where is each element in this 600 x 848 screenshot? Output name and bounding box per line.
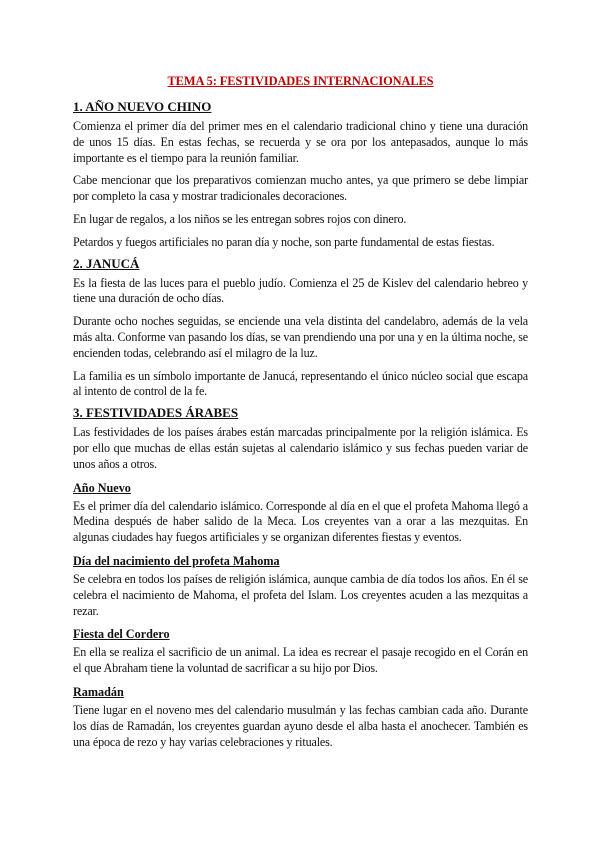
paragraph: Es el primer día del calendario islámico. Corresponde al día en el que el profeta Mahoma llegó a Medina después de haber salido de la Meca. Los creyentes van a orar a las mezquitas. En algunas ciudades hay fuegos artificiales y se organizan diferentes fiestas y eventos.: [73, 498, 528, 545]
paragraph: En ella se realiza el sacrificio de un animal. La idea es recrear el pasaje recogido en el Corán en el que Abraham tiene la voluntad de sacrificar a su hijo por Dios.: [73, 645, 528, 676]
paragraph: Tiene lugar en el noveno mes del calendario musulmán y las fechas cambian cada año. Durante los días de Ramadán, los creyentes guardan ayuno desde el alba hasta el anochecer. También es una época de rezo y hay varias celebraciones y rituales.: [73, 702, 528, 749]
section-heading-festividades-arabes: 3. FESTIVIDADES ÁRABES: [73, 405, 239, 421]
paragraph: Durante ocho noches seguidas, se enciende una vela distinta del candelabro, además de la vela más alta. Conforme van pasando los días, se van prendiendo una por una y en la última noche, se encienden todas, celebrando así el milagro de la luz.: [73, 314, 528, 360]
paragraph: Es la fiesta de las luces para el pueblo judío. Comienza el 25 de Kislev del calendario hebreo y tiene una duración de ocho días.: [73, 275, 528, 306]
paragraph: Cabe mencionar que los preparativos comienzan mucho antes, ya que primero se debe limpiar por completo la casa y mostrar tradicionales decoraciones.: [73, 173, 528, 204]
subsection-heading-ano-nuevo: Año Nuevo: [73, 480, 131, 495]
section-heading-januca: 2. JANUCÁ: [73, 255, 140, 271]
paragraph: Se celebra en todos los países de religión islámica, aunque cambia de día todos los años. En él se celebra el nacimiento de Mahoma, el profeta del Islam. Los creyentes acuden a las mezquitas a rezar.: [73, 571, 528, 618]
subsection-heading-fiesta-cordero: Fiesta del Cordero: [73, 627, 170, 642]
subsection-heading-nacimiento-mahoma: Día del nacimiento del profeta Mahoma: [73, 553, 280, 568]
paragraph: Comienza el primer día del primer mes en el calendario tradicional chino y tiene una duración de unos 15 días. En estas fechas, se recuerda y se ora por los antepasados, aunque lo más importante es el tiempo para la reunión familiar.: [73, 119, 528, 165]
section-heading-ano-nuevo-chino: 1. AÑO NUEVO CHINO: [73, 99, 212, 114]
paragraph: En lugar de regalos, a los niños se les entregan sobres rojos con dinero.: [73, 211, 407, 226]
subsection-heading-ramadan: Ramadán: [73, 684, 124, 699]
paragraph: La familia es un símbolo importante de Janucá, representando el único núcleo social que escapa al intento de control de la fe.: [73, 368, 528, 399]
document-title: TEMA 5: FESTIVIDADES INTERNACIONALES: [167, 74, 434, 88]
paragraph: Las festividades de los países árabes están marcadas principalmente por la religión islámica. Es por ello que muchas de ellas están sujetas al calendario islámico y sus fechas pueden variar de unos años a otros.: [73, 425, 528, 471]
paragraph: Petardos y fuegos artificiales no paran día y noche, son parte fundamental de estas fiestas.: [73, 234, 495, 249]
